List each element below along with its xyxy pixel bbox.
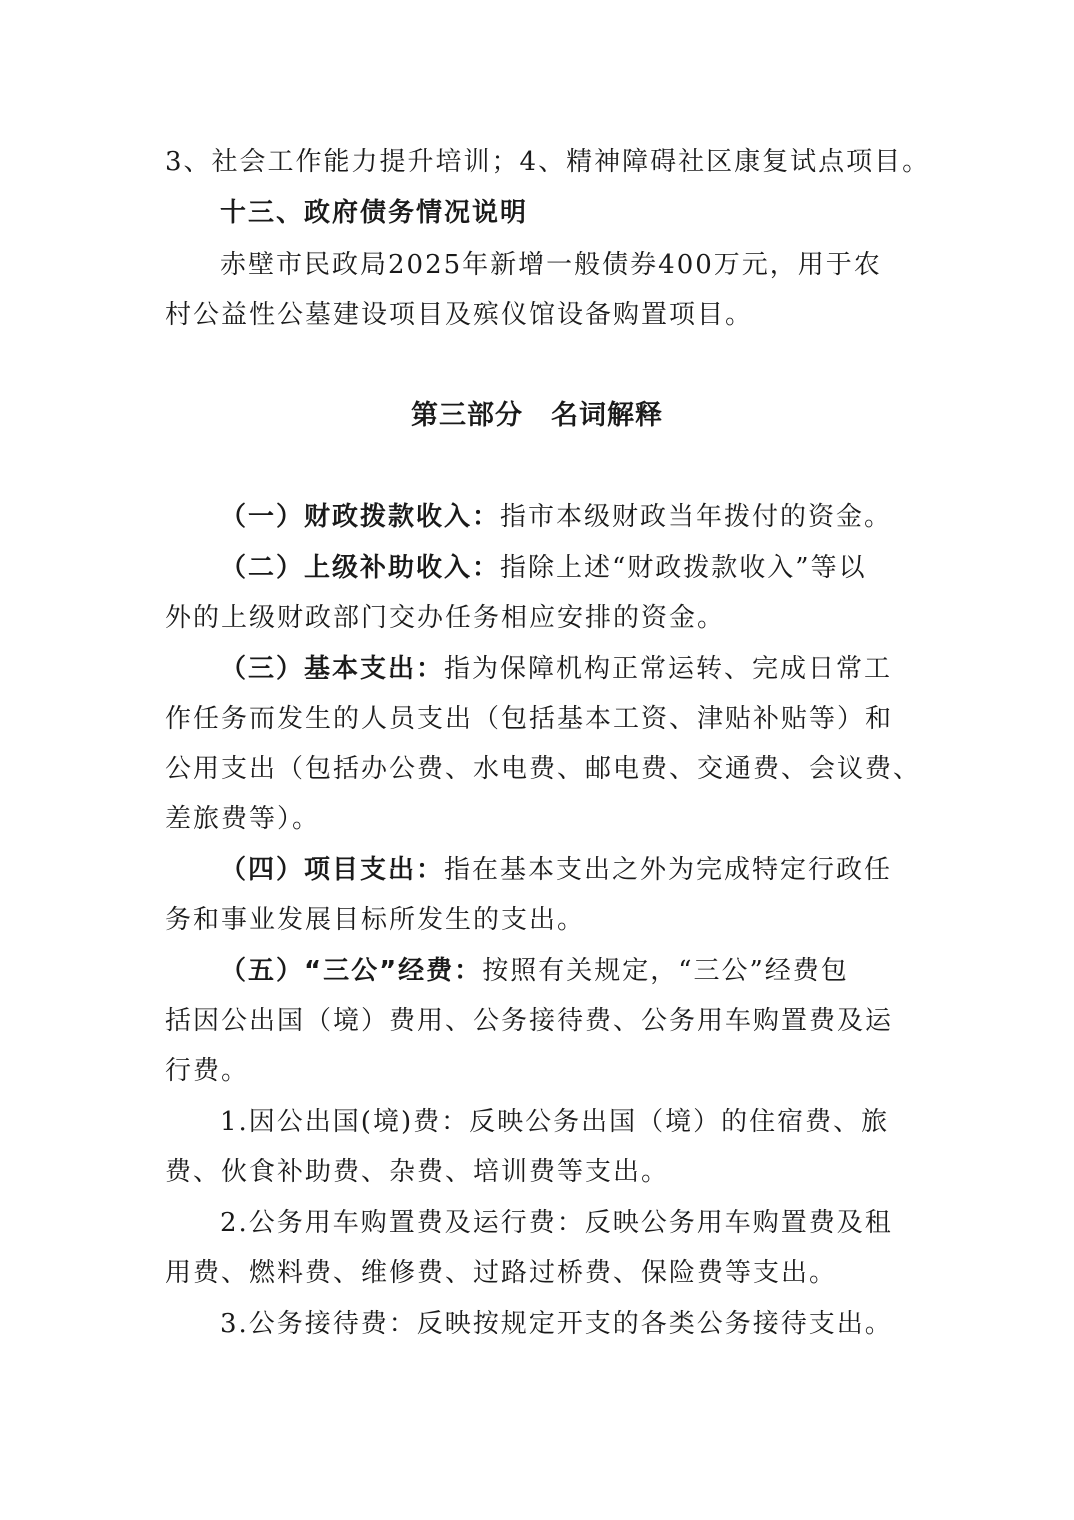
text-line: 作任务而发生的人员支出（包括基本工资、津贴补贴等）和 [165, 704, 894, 734]
definition-term: （一）财政拨款收入： [220, 502, 501, 532]
definition-text: 指市本级财政当年拨付的资金。 [500, 502, 893, 532]
text-line: 外的上级财政部门交办任务相应安排的资金。 [165, 603, 726, 633]
definition-text: 指除上述“财政拨款收入”等以 [500, 553, 867, 583]
text-line: 务和事业发展目标所发生的支出。 [165, 905, 586, 935]
section-heading: 十三、政府债务情况说明 [220, 198, 529, 228]
text-line: 赤壁市民政局2025年新增一般债券400万元，用于农 [220, 250, 882, 280]
text-line: 费、伙食补助费、杂费、培训费等支出。 [165, 1157, 670, 1187]
definition-line [220, 954, 915, 988]
definition-line [220, 652, 915, 686]
definition-term: （五）“三公”经费： [220, 956, 483, 986]
definition-line [220, 551, 915, 585]
part-title: 第三部分 名词解释 [411, 400, 663, 431]
text-line: 3、社会工作能力提升培训；4、精神障碍社区康复试点项目。 [165, 147, 931, 177]
definition-term: （三）基本支出： [220, 654, 445, 684]
definition-line [220, 853, 915, 887]
text-line: 公用支出（包括办公费、水电费、邮电费、交通费、会议费、 [165, 754, 922, 784]
definition-term: （四）项目支出： [220, 855, 445, 885]
definition-text: 指为保障机构正常运转、完成日常工 [444, 654, 893, 684]
text-line: 3.公务接待费：反映按规定开支的各类公务接待支出。 [220, 1309, 893, 1339]
text-line: 1.因公出国(境)费：反映公务出国（境）的住宿费、旅 [220, 1107, 890, 1137]
text-line: 用费、燃料费、维修费、过路过桥费、保险费等支出。 [165, 1258, 838, 1288]
definition-line [220, 500, 915, 534]
text-line: 差旅费等）。 [165, 804, 321, 834]
text-line: 括因公出国（境）费用、公务接待费、公务用车购置费及运 [165, 1006, 894, 1036]
text-line: 村公益性公墓建设项目及殡仪馆设备购置项目。 [165, 300, 754, 330]
text-line: 行费。 [165, 1056, 250, 1086]
definition-term: （二）上级补助收入： [220, 553, 501, 583]
definition-text: 按照有关规定，“三公”经费包 [482, 956, 849, 986]
text-line: 2.公务用车购置费及运行费：反映公务用车购置费及租 [220, 1208, 893, 1238]
definition-text: 指在基本支出之外为完成特定行政任 [444, 855, 893, 885]
